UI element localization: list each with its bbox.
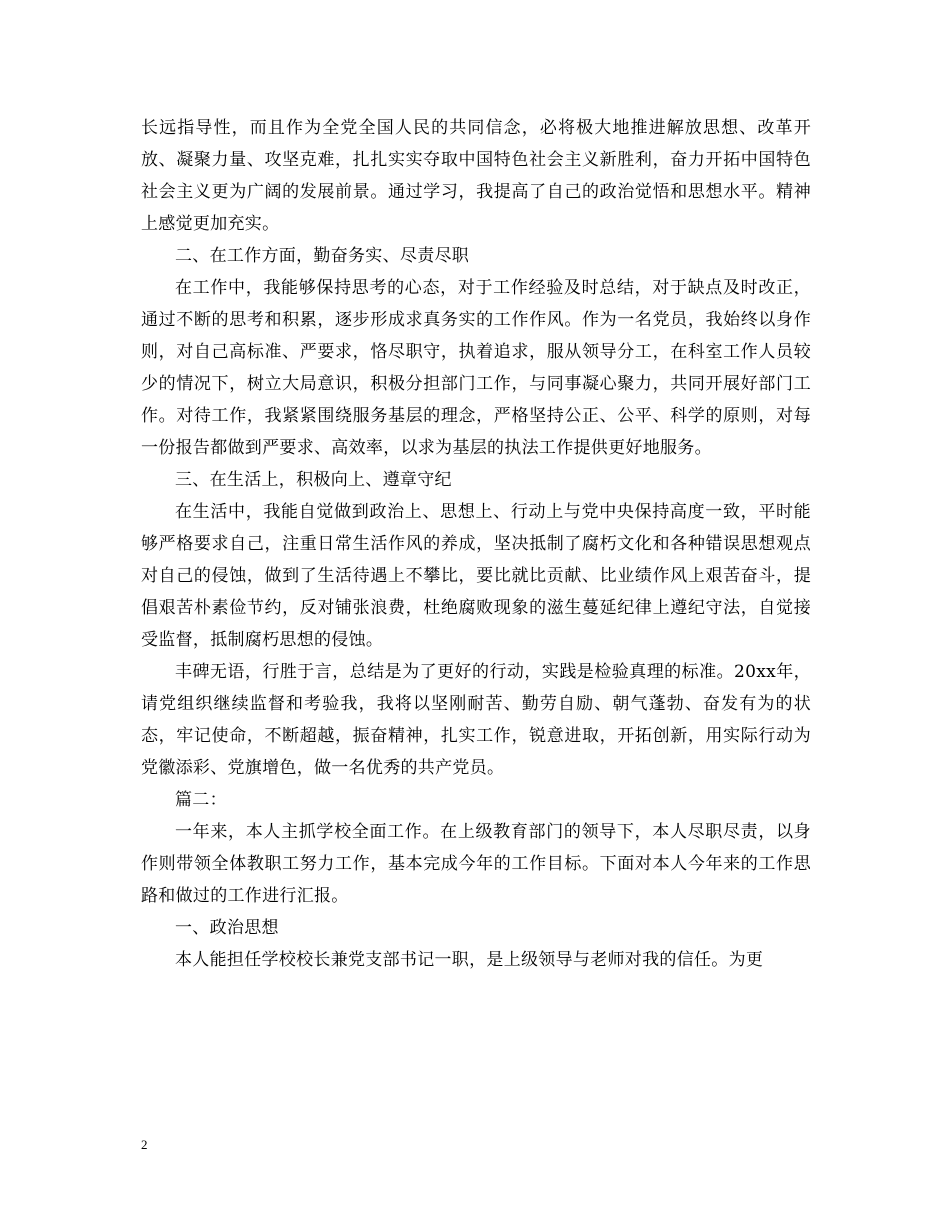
paragraph-work: 在工作中，我能够保持思考的心态，对于工作经验及时总结，对于缺点及时改正，通过不断的思考和积累，逐步形成求真务实的工作作风。作为一名党员，我始终以身作则，对自己高标准、严要求，恪尽职守，执着追求，服从领导分工，在科室工作人员较少的情况下，树立大局意识，积极分担部门工作，与同事凝心聚力，共同开展好部门工作。对待工作，我紧紧围绕服务基层的理念，严格坚持公正、公平、科学的原则，对每一份报告都做到严要求、高效率，以求为基层的执法工作提供更好地服务。 [141, 278, 811, 458]
section-heading-work: 二、在工作方面，勤奋务实、尽责尽职 [175, 246, 470, 266]
paragraph-part-two-intro: 一年来，本人主抓学校全面工作。在上级教育部门的领导下，本人尽职尽责，以身作则带领全体教职工努力工作，基本完成今年的工作目标。下面对本人今年来的工作思路和做过的工作进行汇报。 [141, 822, 811, 906]
page-number: 2 [141, 1137, 148, 1152]
paragraph-conclusion: 丰碑无语，行胜于言，总结是为了更好的行动，实践是检验真理的标准。20xx年，请党组织继续监督和考验我，我将以坚刚耐苦、勤劳自励、朝气蓬勃、奋发有为的状态，牢记使命，不断超越，振奋精神，扎实工作，锐意进取，开拓创新，用实际行动为党徽添彩、党旗增色，做一名优秀的共产党员。 [141, 662, 811, 778]
paragraph-continuation: 长远指导性，而且作为全党全国人民的共同信念，必将极大地推进解放思想、改革开放、凝聚力量、攻坚克难，扎扎实实夺取中国特色社会主义新胜利，奋力开拓中国特色社会主义更为广阔的发展前景。通过学习，我提高了自己的政治觉悟和思想水平。精神上感觉更加充实。 [141, 118, 811, 234]
section-heading-life: 三、在生活上，积极向上、遵章守纪 [175, 470, 452, 490]
document-body [141, 112, 811, 976]
section-heading-part-two: 篇二： [175, 790, 227, 810]
section-heading-politics: 一、政治思想 [175, 918, 279, 938]
paragraph-life: 在生活中，我能自觉做到政治上、思想上、行动上与党中央保持高度一致，平时能够严格要求自己，注重日常生活作风的养成，坚决抵制了腐朽文化和各种错误思想观点对自己的侵蚀，做到了生活待遇上不攀比，要比就比贡献、比业绩作风上艰苦奋斗，提倡艰苦朴素俭节约，反对铺张浪费，杜绝腐败现象的滋生蔓延纪律上遵纪守法，自觉接受监督，抵制腐朽思想的侵蚀。 [141, 502, 811, 650]
paragraph-politics: 本人能担任学校校长兼党支部书记一职，是上级领导与老师对我的信任。为更 [175, 950, 764, 970]
